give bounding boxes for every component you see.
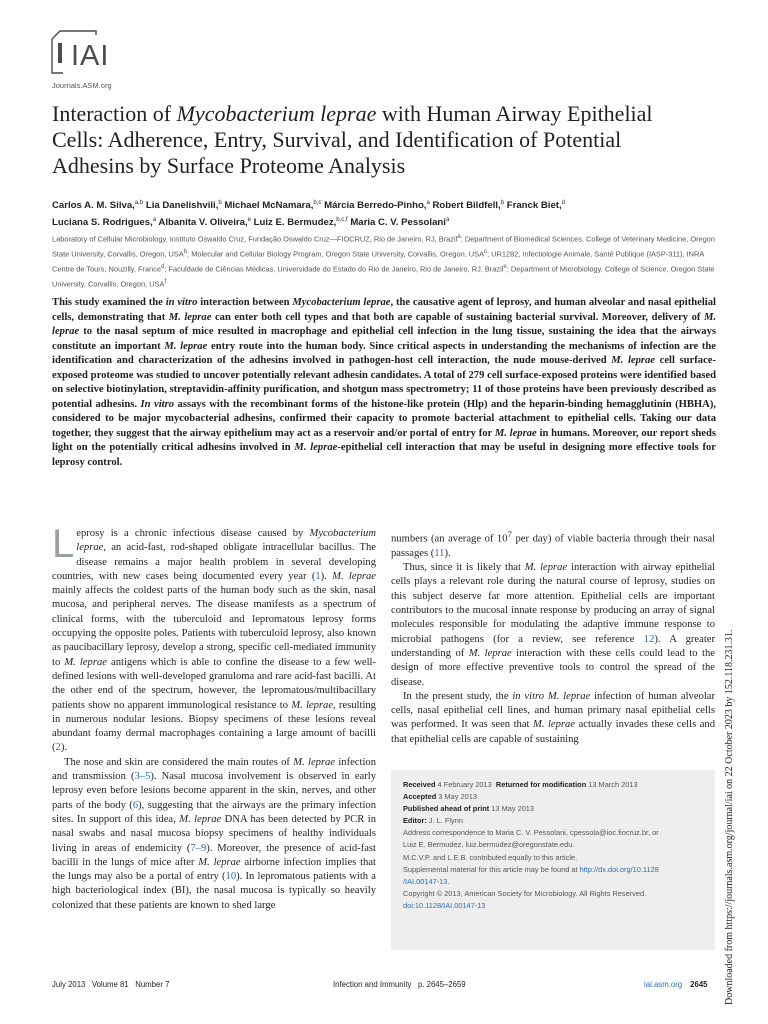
correspondence: Address correspondence to Maria C. V. Pessolani, cpessola@ioc.fiocruz.br, or [403,828,659,838]
footer-journal: Infection and Immunity p. 2645–2659 [333,980,466,989]
copyright: Copyright © 2013, American Society for Microbiology. All Rights Reserved. [403,888,647,898]
body-paragraph: The nose and skin are considered the main routes of M. leprae infection and transmission (3–5). Nasal mucosa involvement is observed in early leprosy even before lesions become apparent in the skin, nerves, and other parts of the body (6), suggesting that the airways are the primary infection sites. In support of this idea, M. leprae DNA has been detected by PCR in nasal swabs and nasal mucosa biopsy specimens of healthy individuals living in areas of endemicity (7–9). Moreover, the presence of acid-fast bacilli in the lungs of mice after M. leprae airborne infection implies that the lungs may also be a portal of entry (10). In lepromatous patients with a high bacteriological index (BI), the nasal mucosa is typically so heavily colonized that these patients are known to shed large [52,756,377,911]
footer-site-link[interactable]: iai.asm.org [644,980,683,989]
supplemental-link[interactable]: http://dx.doi.org/10.1128 [579,864,659,874]
download-watermark: Downloaded from https://journals.asm.org/journal/iai on 22 October 2023 by 152.118.231.31. [724,629,735,1005]
author: Márcia Berredo-Pinho,$^a$ [324,200,430,212]
author: Luciana S. Rodrigues,$^a$ [52,217,157,229]
body-paragraph: Leprosy is a chronic infectious disease caused by Mycobacterium leprae, an acid-fast, rod-shaped obligate intracellular bacillus. The disease remains a major health problem in several developing countries, with new cases being documented every year (1). M. leprae mainly affects the coldest parts of the human body such as the skin, nasal mucosa, and peripheral nerves. The disease manifests as a spectrum of clinical forms, with the tuberculoid and lepromatous leprosy forms occupying the opposite poles. Patients with tuberculoid leprosy, also known as paucibacillary leprosy, develop a strong, specific cell-mediated immunity to M. leprae antigens which is able to confine the disease to a few well-defined lesions with well-developed granuloma and rare acid-fast bacilli. At the other end of the spectrum, however, the lepromatous/multibacillary patients show no apparent immunological resistance to M. leprae, resulting in numerous nodular lesions. Biopsy specimens of these lesions reveal abundant foamy dermal macrophages containing a large amount of bacilli (2). [52,522,376,754]
abstract: This study examined the in vitro interaction between Mycobacterium leprae, the causative agent of leprosy, and human alveolar and nasal epithelial cells, demonstrating that M. leprae can enter both cell types and that both are capable of sustaining bacterial survival. Moreover, delivery of M. leprae to the nasal septum of mice resulted in macrophage and epithelial cell infection in the lung tissue, sustaining the idea that the airways constitute an important M. leprae entry route into the human body. Since critical aspects in understanding the mechanisms of infection are the identification and characterization of the adhesins involved in pathogen-host cell interaction, the nude mouse-derived M. leprae cell surface-exposed proteome was studied to uncover potentially relevant adhesin candidates. A total of 279 cell surface-exposed proteins were identified based on selective biotinylation, streptavidin-affinity purification, and shotgun mass spectrometry; 11 of those proteins have been previously described as potential adhesins. In vitro assays with the recombinant forms of the histone-like protein (Hlp) and the heparin-binding hemagglutinin (HBHA), considered to be major mycobacterial adhesins, confirmed their capacity to promote bacterial attachment to epithelial cells. Taking our data together, they suggest that the airway epithelium may act as a reservoir and/or portal of entry for M. leprae in humans. Moreover, our report sheds light on the potentially critical adhesins involved in M. leprae-epithelial cell interaction that may be useful in designing more effective tools for leprosy control. [52,297,717,468]
author: Luiz E. Bermudez,$^{b,c,f}$ [253,217,348,229]
published-date: Published ahead of print 13 May 2013 [403,804,535,814]
article-info-box [391,770,715,950]
footer-page [644,980,708,989]
editor: Editor: J. L. Flynn [403,816,463,826]
body-column-right [391,527,715,747]
body-paragraph: In the present study, the in vitro M. leprae infection of human alveolar cells, nasal epithelial cell lines, and human primary nasal epithelial cells was performed. It was seen that M. leprae actually invades these cells and that epithelial cells are capable of sustaining [391,690,716,745]
author: Albanita V. Oliveira,$^e$ [158,217,251,229]
body-paragraph: Thus, since it is likely that M. leprae interaction with airway epithelial cells plays a relevant role during the natural course of leprosy, studies on this subject deserve far more attention. Epithelial cells are important contributors to the mucosal innate response by producing an array of signal molecules responsible for modulating the adaptive immune response to microbial pathogens (for a review, see reference 12). A greater understanding of M. leprae interaction with these cells could lead to the design of more effective preventive tools to control the spread of the disease. [391,562,716,688]
drop-cap: L [52,522,75,566]
author: Maria C. V. Pessolani$^a$ [350,217,450,229]
article-title: Interaction of Mycobacterium leprae with Human Airway Epithelial Cells: Adherence, Entry, Survival, and Identification of Potential Adhesins by Surface Proteome Analysis [52,101,653,178]
journal-logo-text: IAI [71,40,110,72]
correspondence-cont: Luiz E. Bermudez, luiz.bermudez@oregonstate.edu. [403,840,575,850]
supplemental-note: Supplemental material for this article may be found at http://dx.doi.org/10.1128 [403,864,659,874]
author: Robert Bildfell,$^b$ [432,200,505,212]
doi-link[interactable]: doi:10.1128/IAI.00147-13 [403,900,486,910]
body-paragraph: numbers (an average of $10^7$ per day) of viable bacteria through their nasal passages (11). [391,529,716,559]
author-list [52,196,692,230]
page-number: 2645 [690,980,708,989]
contribution-note: M.C.V.P. and L.E.B. contributed equally to this article. [403,852,578,862]
body-column-left [52,522,377,913]
author: Michael McNamara,$^{b,c}$ [224,200,322,212]
author: Franck Biet,$^d$ [506,200,565,212]
author: Carlos A. M. Silva,$^{a,b}$ [52,200,144,212]
supplemental-link-cont[interactable]: /IAI.00147-13 [403,876,448,886]
supplemental-note-cont: /IAI.00147-13. [403,876,450,886]
received-dates: Received 4 February 2013 Returned for modification 13 March 2013 [403,780,638,789]
affiliations: Laboratory of Cellular Microbiology, Instituto Oswaldo Cruz, Fundação Oswaldo Cruz—FIOCRUZ, Rio de Janeiro, RJ, Brazil$^a$; Department of Biomedical Sciences, College of Veterinary Medicine, Oregon State University, Corvallis, Oregon, USA$^b$; Molecular and Cellular Biology Program, Oregon State University, Corvallis, Oregon, USA$^c$; UR1282, Infectiologie Animale, Santé Publique (IASP-311), INRA Centre de Tours, Nouzilly, France$^d$; Faculdade de Ciências Médicas, Universidade do Estado do Rio de Janeiro, Rio de Janeiro, RJ, Brazil$^e$; Department of Microbiology, College of Science, Oregon State University, Corvallis, Oregon, USA$^f$ [52,233,716,289]
accepted-date: Accepted 3 May 2013 [403,792,477,802]
footer-issue: July 2013 Volume 81 Number 7 [52,980,170,989]
journal-url: Journals.ASM.org [52,81,112,90]
author: Lia Danelishvili,$^b$ [145,200,222,212]
